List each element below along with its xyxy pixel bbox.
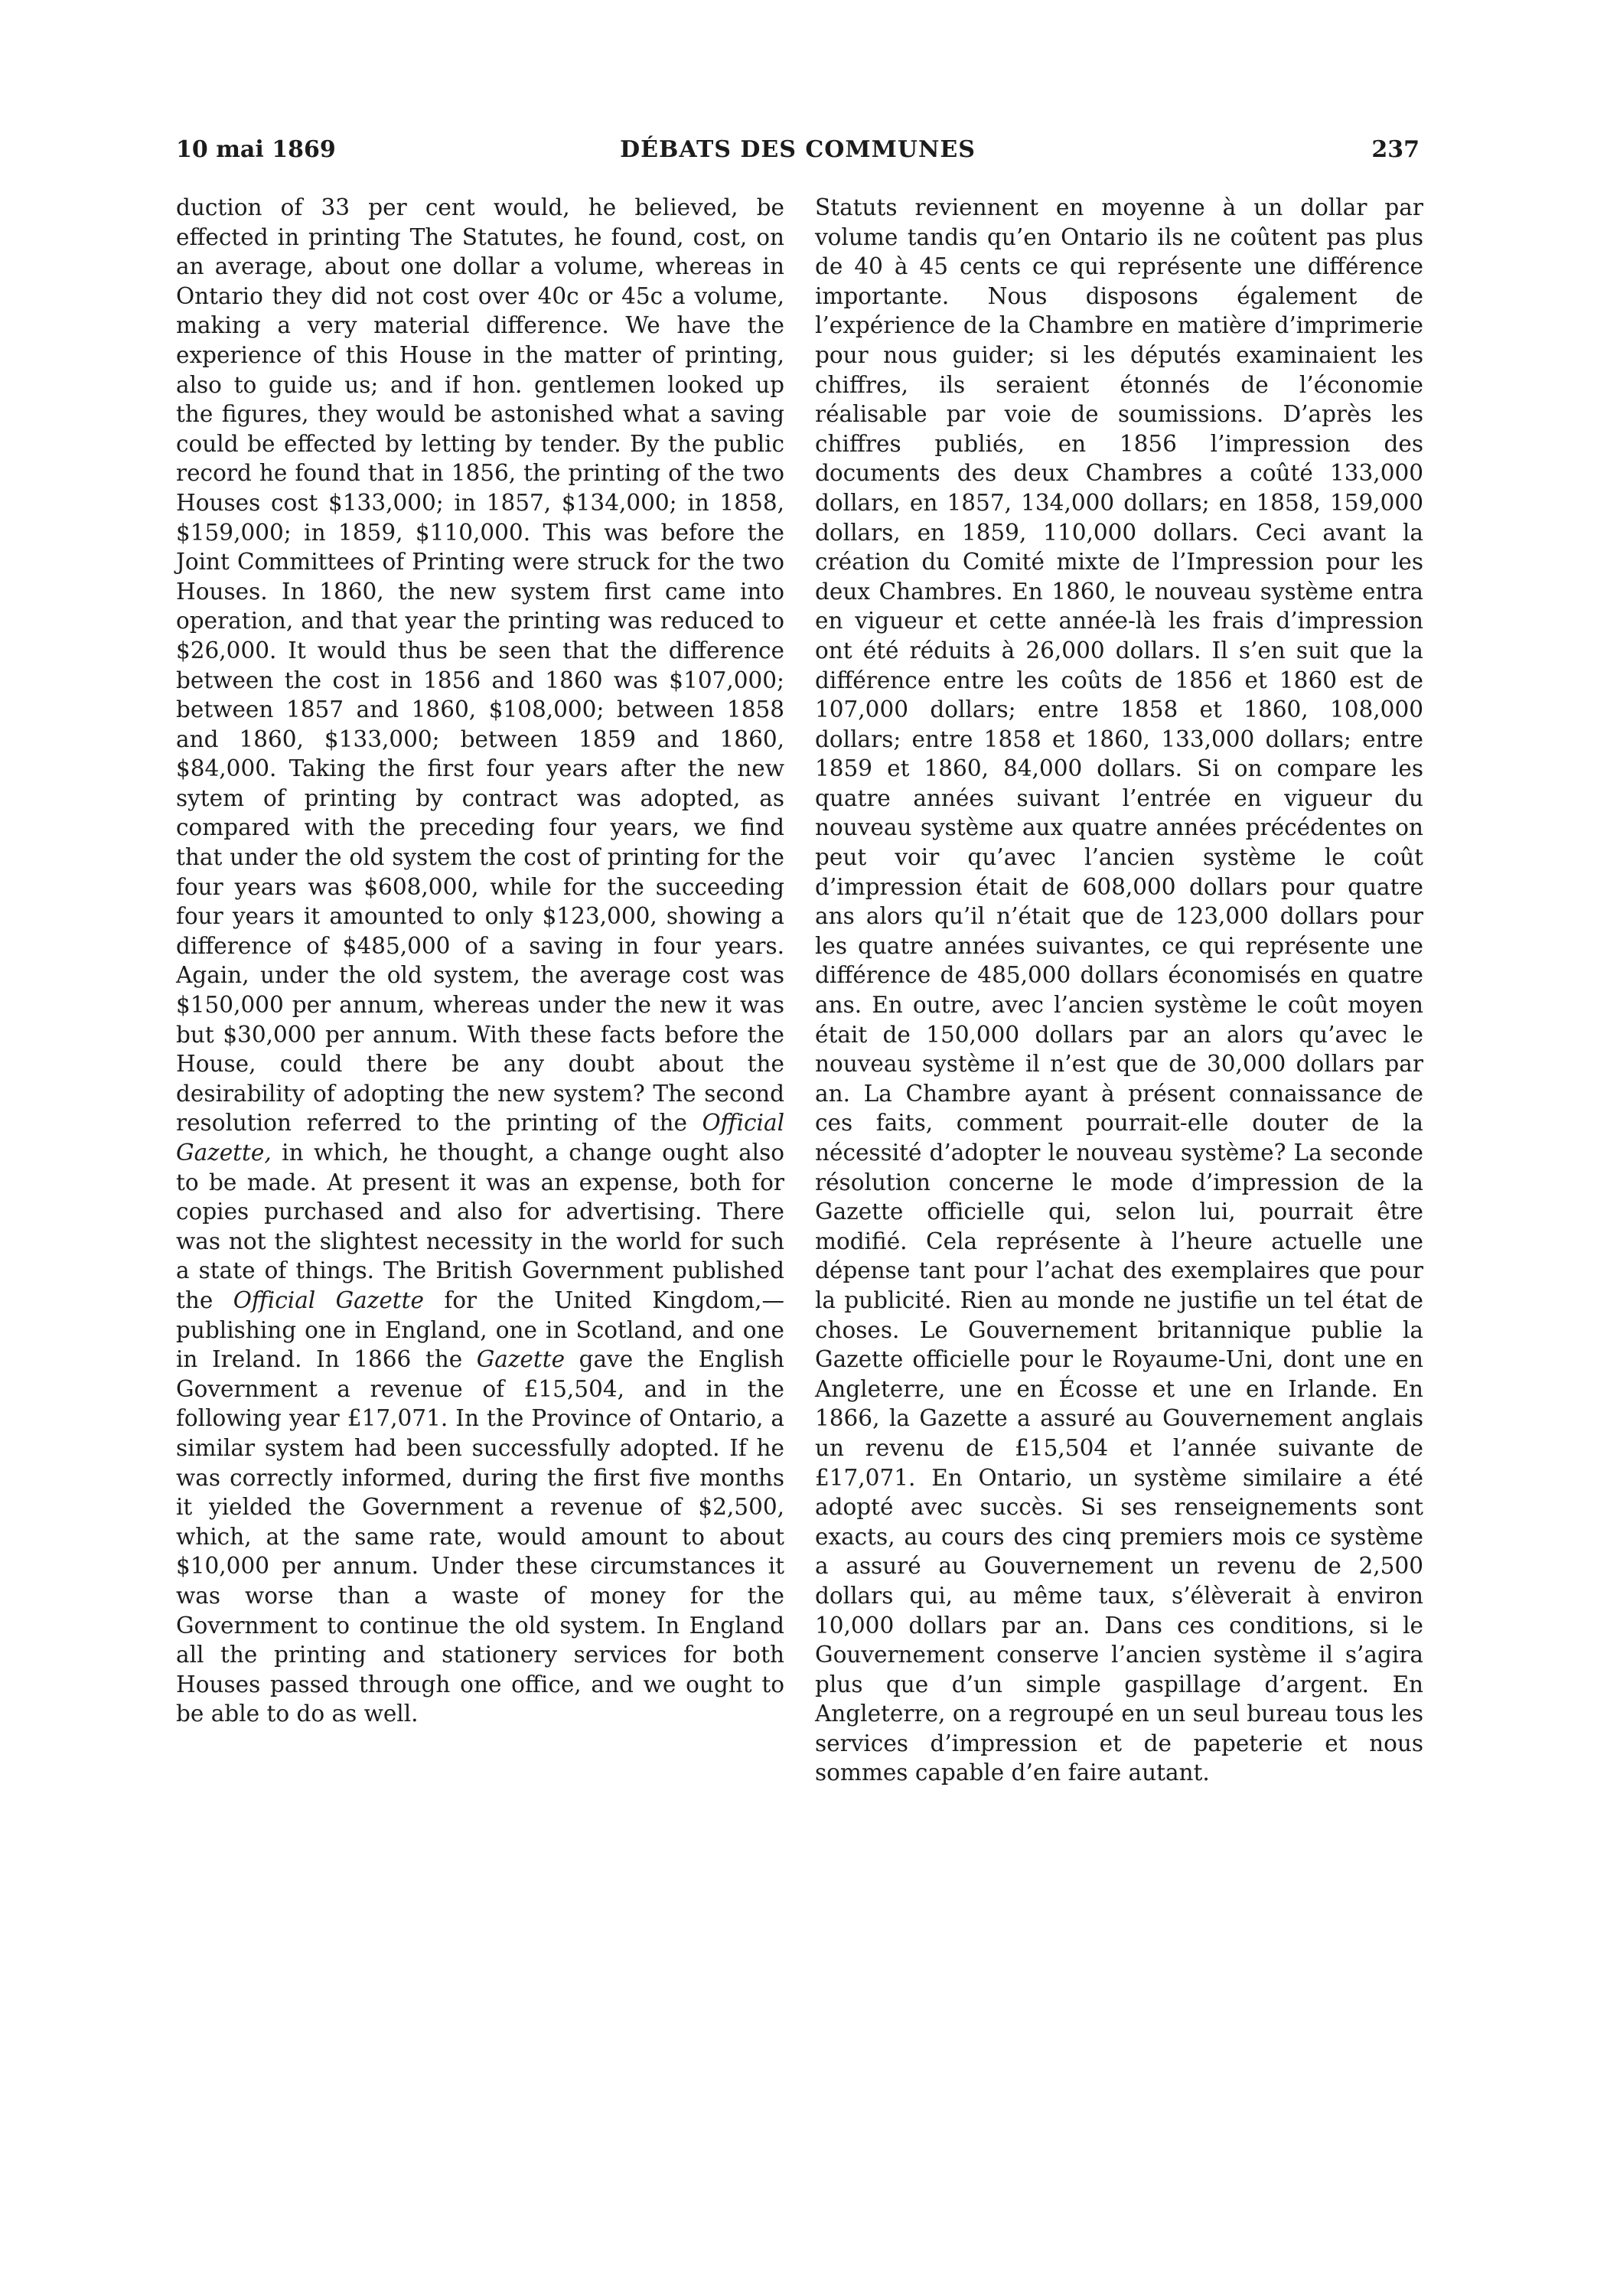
italic-title-text: Official Gazette,	[176, 1110, 784, 1166]
page-number: 237	[1371, 136, 1420, 163]
running-header	[176, 135, 1420, 168]
paragraph-text: duction of 33 per cent would, he believed, be effected in printing The Statutes, he found, cost, on an average, about one dollar a volume, whereas in Ontario they did not cost over 40c or 45c a volume, making a very material difference. We have the experience of this House in the matter of printing, also to guide us; and if hon. gentlemen looked up the figures, they would be astonished what a saving could be effected by letting by tender. By the public record he found that in 1856, the printing of the two Houses cost $133,000; in 1857, $134,000; in 1858, $159,000; in 1859, $110,000. This was before the Joint Committees of Printing were struck for the two Houses. In 1860, the new system first came into operation, and that year the printing was reduced to $26,000. It would thus be seen that the difference between the cost in 1856 and 1860 was $107,000; between 1857 and 1860, $108,000; between 1858 and 1860, $133,000; between 1859 and 1860, $84,000. Taking the first four years after the new sytem of printing by contract was adopted, as compared with the preceding four years, we find that under the old system the cost of printing for the four years was $608,000, while for the succeeding four years it amounted to only $123,000, showing a difference of $485,000 of a saving in four years. Again, under the old system, the average cost was $150,000 per annum, whereas under the new it was but $30,000 per annum. With these facts before the House, could there be any doubt about the desirability of adopting the new system? The second resolution referred to the printing of the	[176, 194, 784, 1137]
left-column-paragraph	[176, 193, 784, 1729]
italic-title-text: Gazette	[476, 1346, 566, 1373]
right-column-paragraph	[815, 193, 1423, 1788]
english-column	[176, 193, 784, 1729]
header-title: DÉBATS DES COMMUNES	[620, 136, 976, 163]
paragraph-text: Statuts reviennent en moyenne à un dollar par volume tandis qu’en Ontario ils ne coûtent pas plus de 40 à 45 cents ce qui représente une différence importante. Nous disposons également de l’expérience de la Chambre en matière d’imprimerie pour nous guider; si les députés examinaient les chiffres, ils seraient étonnés de l’économie réalisable par voie de soumissions. D’après les chiffres publiés, en 1856 l’impression des documents des deux Chambres a coûté 133,000 dollars, en 1857, 134,000 dollars; en 1858, 159,000 dollars, en 1859, 110,000 dollars. Ceci avant la création du Comité mixte de l’Impression pour les deux Chambres. En 1860, le nouveau système entra en vigueur et cette année-là les frais d’impression ont été réduits à 26,000 dollars. Il s’en suit que la différence entre les coûts de 1856 et 1860 est de 107,000 dollars; entre 1858 et 1860, 108,000 dollars; entre 1858 et 1860, 133,000 dollars; entre 1859 et 1860, 84,000 dollars. Si on compare les quatre années suivant l’entrée en vigueur du nouveau système aux quatre années précédentes on peut voir qu’avec l’ancien système le coût d’impression était de 608,000 dollars pour quatre ans alors qu’il n’était que de 123,000 dollars pour les quatre années suivantes, ce qui représente une différence de 485,000 dollars économisés en quatre ans. En outre, avec l’ancien système le coût moyen était de 150,000 dollars par an alors qu’avec le nouveau système il n’est que de 30,000 dollars par an. La Chambre ayant à présent connaissance de ces faits, comment pourrait-elle douter de la nécessité d’adopter le nouveau système? La seconde résolution concerne le mode d’impression de la Gazette officielle qui, selon lui, pourrait être modifié. Cela représente à l’heure actuelle une dépense tant pour l’achat des exemplaires que pour la publicité. Rien au monde ne justifie un tel état de choses. Le Gouvernement britannique publie la Gazette officielle pour le Royaume-Uni, dont une en Angleterre, une en Écosse et une en Irlande. En 1866, la Gazette a assuré au Gouvernement anglais un revenu de £15,504 et l’année suivante de £17,071. En Ontario, un système similaire a été adopté avec succès. Si ses renseignements sont exacts, au cours des cinq premiers mois ce système a assuré au Gouvernement un revenu de 2,500 dollars qui, au même taux, s’élèverait à environ 10,000 dollars par an. Dans ces conditions, si le Gouvernement conserve l’ancien système il s’agira plus que d’un simple gaspillage d’argent. En Angleterre, on a regroupé en un seul bureau tous les services d’impression et de papeterie et nous sommes capable d’en faire autant.	[815, 194, 1423, 1786]
paragraph-text: for the United Kingdom,—publishing one in England, one in Scotland, and one in Ireland. In 1866 the	[176, 1287, 784, 1373]
paragraph-text: in which, he thought, a change ought also to be made. At present it was an expense, both for copies purchased and also for advertising. There was not the slightest necessity in the world for such a state of things. The British Government published the	[176, 1140, 784, 1313]
french-column	[815, 193, 1423, 1788]
paragraph-text: gave the English Government a revenue of £15,504, and in the following year £17,071. In the Province of Ontario, a similar system had been successfully adopted. If he was correctly informed, during the first five months it yielded the Government a revenue of $2,500, which, at the same rate, would amount to about $10,000 per annum. Under these circumstances it was worse than a waste of money for the Government to continue the old system. In England all the printing and stationery services for both Houses passed through one office, and we ought to be able to do as well.	[176, 1346, 784, 1727]
italic-title-text: Official Gazette	[233, 1287, 424, 1313]
header-date: 10 mai 1869	[176, 136, 336, 163]
